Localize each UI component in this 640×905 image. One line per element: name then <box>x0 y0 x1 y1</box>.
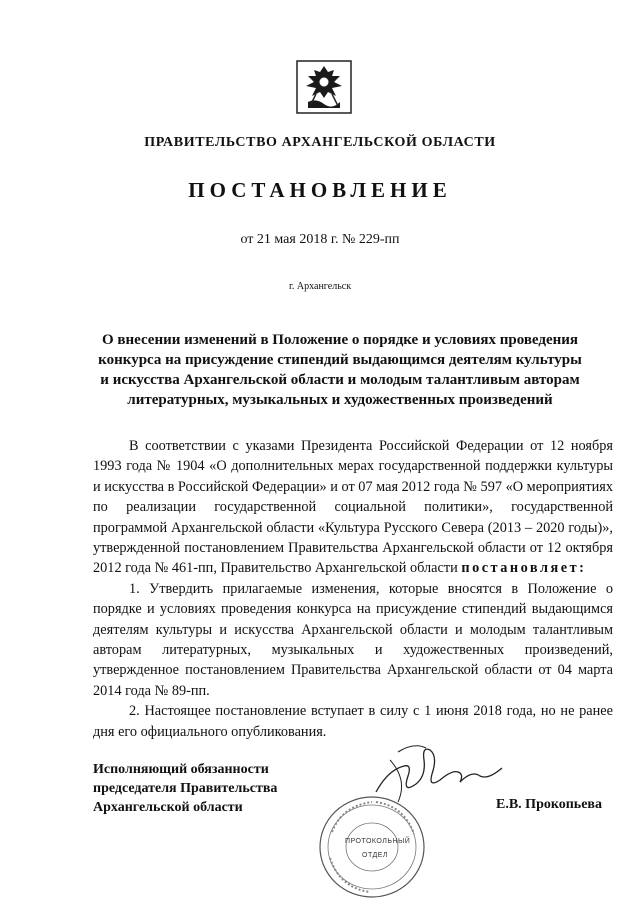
document-subject <box>70 330 610 410</box>
coat-of-arms-icon <box>294 58 354 116</box>
document-type: ПОСТАНОВЛЕНИЕ <box>188 178 452 202</box>
decree-word: постановляет <box>461 560 580 577</box>
decree-colon: : <box>579 560 584 577</box>
item-2-paragraph: 2. Настоящее постановление вступает в силу с 1 июня 2018 года, но не ранее дня его официального опубликования. <box>93 703 613 740</box>
handwritten-signature <box>368 740 508 810</box>
subject-line: литературных, музыкальных и художественных произведений <box>127 392 553 408</box>
government-title: ПРАВИТЕЛЬСТВО АРХАНГЕЛЬСКОЙ ОБЛАСТИ <box>144 135 496 150</box>
document-body <box>93 436 613 742</box>
preamble-paragraph <box>93 436 613 579</box>
document-date-number: от 21 мая 2018 г. № 229-пп <box>240 232 400 247</box>
subject-line: конкурса на присуждение стипендий выдающимся деятелям культуры <box>98 352 582 368</box>
document-city: г. Архангельск <box>288 281 352 292</box>
signer-position-line: Исполняющий обязанности <box>93 762 269 777</box>
signer-position-line: Архангельской области <box>93 800 243 815</box>
item-1-paragraph: 1. Утвердить прилагаемые изменения, которые вносятся в Положение о порядке и условиях проведения конкурса на присуждение стипендий выдающимся деятелям культуры и искусства Архангельской области и молодым талантливым авторам литературных, музыкальных и художественных произведений, утвержденное постановлением Правительства Архангельской области от 04 марта 2014 года № 89-пп. <box>93 580 613 699</box>
preamble-text: В соответствии с указами Президента Российской Федерации от 12 ноября 1993 года № 1904 «О дополнительных мерах государственной поддержки культуры и искусства в Российской Федерации» и от 07 мая 2012 года № 597 «О мероприятиях по реализации государственной социальной политики», государственной программой Архангельской области «Культура Русского Севера (2013 – 2020 годы)», утвержденной постановлением Правительства Архангельской области от 12 октября 2012 года № 461-пп, Правительство Архангельской области <box>93 438 613 577</box>
signer-position-line: председателя Правительства <box>93 781 278 796</box>
subject-line: и искусства Архангельской области и молодым талантливым авторам <box>100 372 580 388</box>
signer-name: Е.В. Прокопьева <box>496 797 602 812</box>
stamp-text-line: ОТДЕЛ <box>362 852 388 859</box>
stamp-text-line: ПРОТОКОЛЬНЫЙ <box>345 838 411 845</box>
subject-line: О внесении изменений в Положение о порядке и условиях проведения <box>101 332 579 348</box>
